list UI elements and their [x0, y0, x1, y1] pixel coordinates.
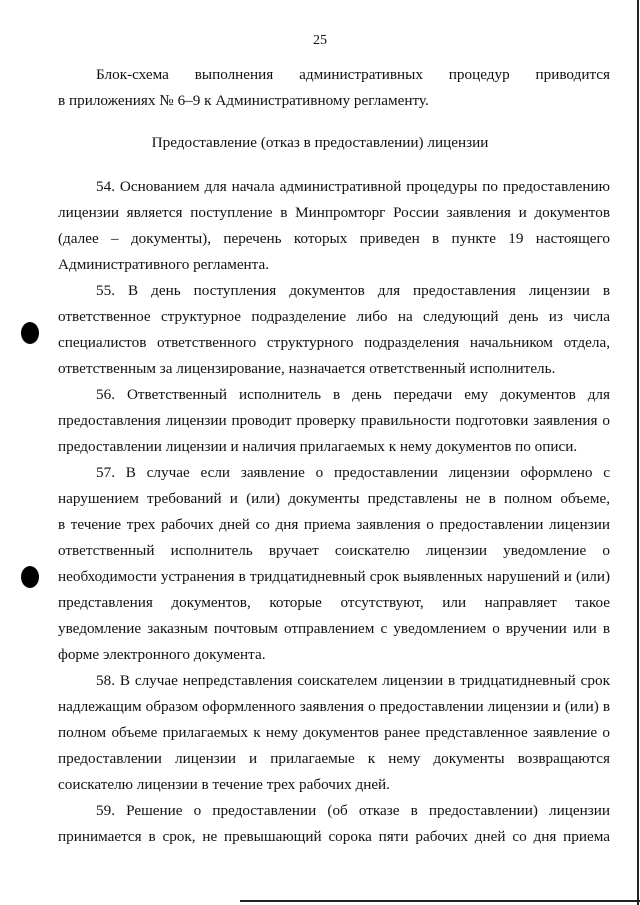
text-line: ответственный исполнитель вручает соискателю лицензии уведомление о: [58, 542, 610, 559]
page-number: 25: [313, 33, 327, 48]
punch-hole-mark: [21, 566, 39, 588]
text-line: 59. Решение о предоставлении (об отказе в предоставлении) лицензии: [96, 802, 610, 819]
text-line: предоставления лицензии проводит проверку правильности подготовки заявления о: [58, 412, 610, 429]
text-line: надлежащим образом оформленного заявления о предоставлении лицензии и (или) в: [58, 698, 610, 715]
text-line: в приложениях № 6–9 к Административному регламенту.: [58, 92, 429, 109]
section-heading: Предоставление (отказ в предоставлении) лицензии: [151, 134, 489, 151]
text-line: нарушением требований и (или) документы представлены не в полном объеме,: [58, 490, 610, 507]
text-line: представления документов, которые отсутствуют, или направляет такое: [58, 594, 610, 611]
text-line: Блок-схема выполнения административных процедур приводится: [96, 66, 610, 83]
text-line: 56. Ответственный исполнитель в день передачи ему документов для: [96, 386, 610, 403]
text-line: форме электронного документа.: [58, 646, 266, 663]
text-line: специалистов ответственного структурного подразделения начальником отдела,: [58, 334, 610, 351]
text-line: полном объеме прилагаемых к нему документов ранее представленное заявление о: [58, 724, 610, 741]
text-line: 57. В случае если заявление о предоставлении лицензии оформлено с: [96, 464, 610, 481]
punch-hole-mark: [21, 322, 39, 344]
text-line: предоставлении лицензии и наличия прилагаемых к нему документов по описи.: [58, 438, 578, 455]
text-line: лицензии является поступление в Минпромторг России заявления и документов: [58, 204, 610, 221]
text-line: предоставлении лицензии и прилагаемые к нему документы возвращаются: [58, 750, 610, 767]
text-line: соискателю лицензии в течение трех рабочих дней.: [58, 776, 390, 793]
text-line: в течение трех рабочих дней со дня приема заявления о предоставлении лицензии: [58, 516, 610, 533]
text-line: уведомление заказным почтовым отправлением с уведомлением о вручении или в: [58, 620, 610, 637]
text-line: Административного регламента.: [58, 256, 270, 273]
body-text: [58, 174, 610, 850]
intro-paragraph: [58, 62, 610, 114]
text-line: необходимости устранения в тридцатидневный срок выявленных нарушений и (или): [58, 568, 610, 585]
text-line: ответственное структурное подразделение либо на следующий день из числа: [58, 308, 610, 325]
scan-edge-line: [637, 0, 639, 905]
text-line: 55. В день поступления документов для предоставления лицензии в: [96, 282, 610, 299]
text-line: 54. Основанием для начала административной процедуры по предоставлению: [96, 178, 610, 195]
text-line: ответственным за лицензирование, назначается ответственный исполнитель.: [58, 360, 556, 377]
text-line: (далее – документы), перечень которых приведен в пункте 19 настоящего: [58, 230, 610, 247]
scan-edge-line: [240, 900, 640, 902]
text-line: принимается в срок, не превышающий сорока пяти рабочих дней со дня приема: [58, 828, 610, 845]
text-line: 58. В случае непредставления соискателем лицензии в тридцатидневный срок: [96, 672, 610, 689]
